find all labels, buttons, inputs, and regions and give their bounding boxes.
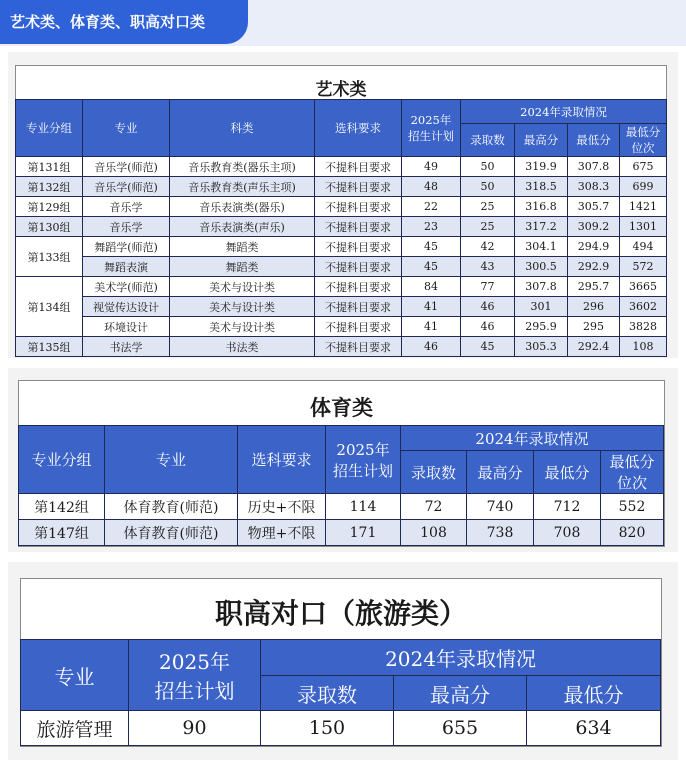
req-cell: 不提科目要求 xyxy=(315,197,402,217)
req-cell: 不提科目要求 xyxy=(315,177,402,197)
rank-cell: 572 xyxy=(620,257,667,277)
major-cell: 体育教育(师范) xyxy=(105,520,238,546)
min-cell: 292.9 xyxy=(568,257,620,277)
header-tab xyxy=(0,0,248,44)
sports-header-row xyxy=(19,426,664,451)
vocational-table xyxy=(20,639,661,746)
art-header-rank: 最低分 位次 xyxy=(620,124,667,157)
max-cell: 319.9 xyxy=(515,157,568,177)
plan-cell: 90 xyxy=(129,711,261,746)
art-header-row xyxy=(16,100,667,124)
major-cell: 书法学 xyxy=(83,337,170,357)
header-title: 艺术类、体育类、职高对口类 xyxy=(10,13,206,31)
max-cell: 317.2 xyxy=(515,217,568,237)
count-cell: 72 xyxy=(401,494,467,520)
plan-cell: 45 xyxy=(402,257,461,277)
rank-cell: 3665 xyxy=(620,277,667,297)
subject-cell: 音乐教育类(声乐主项) xyxy=(170,177,315,197)
max-cell: 316.8 xyxy=(515,197,568,217)
max-cell: 318.5 xyxy=(515,177,568,197)
art-header-min: 最低分 xyxy=(568,124,620,157)
rank-cell: 494 xyxy=(620,237,667,257)
table-row xyxy=(21,711,661,746)
vocational-header-adm2024: 2024年录取情况 xyxy=(261,640,661,676)
top-bar xyxy=(0,0,686,46)
max-cell: 738 xyxy=(467,520,534,546)
group-cell: 第129组 xyxy=(16,197,83,217)
req-cell: 不提科目要求 xyxy=(315,217,402,237)
table-row xyxy=(16,197,667,217)
table-row xyxy=(16,217,667,237)
art-header-subject: 科类 xyxy=(170,100,315,157)
min-cell: 708 xyxy=(534,520,601,546)
min-cell: 305.7 xyxy=(568,197,620,217)
rank-cell: 552 xyxy=(601,494,664,520)
major-cell: 环境设计 xyxy=(83,317,170,337)
art-header-adm2024: 2024年录取情况 xyxy=(461,100,667,124)
art-title: 艺术类 xyxy=(315,80,367,100)
plan-cell: 41 xyxy=(402,317,461,337)
subject-cell: 书法类 xyxy=(170,337,315,357)
count-cell: 42 xyxy=(461,237,515,257)
art-header-req: 选科要求 xyxy=(315,100,402,157)
sports-title: 体育类 xyxy=(310,395,373,420)
art-header-group: 专业分组 xyxy=(16,100,83,157)
sports-header-plan: 2025年 招生计划 xyxy=(326,426,401,494)
req-cell: 不提科目要求 xyxy=(315,257,402,277)
group-cell: 第131组 xyxy=(16,157,83,177)
major-cell: 体育教育(师范) xyxy=(105,494,238,520)
table-row xyxy=(16,157,667,177)
vocational-header-min: 最低分 xyxy=(527,676,661,711)
max-cell: 307.8 xyxy=(515,277,568,297)
plan-cell: 41 xyxy=(402,297,461,317)
group-cell: 第130组 xyxy=(16,217,83,237)
table-row xyxy=(16,257,667,277)
sports-header-major: 专业 xyxy=(105,426,238,494)
plan-cell: 48 xyxy=(402,177,461,197)
subject-cell: 音乐表演类(器乐) xyxy=(170,197,315,217)
subject-cell: 舞蹈类 xyxy=(170,257,315,277)
subject-cell: 舞蹈类 xyxy=(170,237,315,257)
req-cell: 不提科目要求 xyxy=(315,277,402,297)
table-row xyxy=(19,520,664,546)
count-cell: 25 xyxy=(461,197,515,217)
major-cell: 音乐学 xyxy=(83,217,170,237)
table-row xyxy=(16,237,667,257)
plan-cell: 22 xyxy=(402,197,461,217)
sports-header-req: 选科要求 xyxy=(238,426,326,494)
rank-cell: 1421 xyxy=(620,197,667,217)
plan-cell: 171 xyxy=(326,520,401,546)
art-table xyxy=(15,99,667,357)
plan-cell: 49 xyxy=(402,157,461,177)
major-cell: 美术学(师范) xyxy=(83,277,170,297)
subject-cell: 美术与设计类 xyxy=(170,297,315,317)
sports-header-min: 最低分 xyxy=(534,451,601,494)
plan-cell: 114 xyxy=(326,494,401,520)
plan-cell: 45 xyxy=(402,237,461,257)
req-cell: 不提科目要求 xyxy=(315,297,402,317)
major-cell: 旅游管理 xyxy=(21,711,129,746)
plan-cell: 46 xyxy=(402,337,461,357)
count-cell: 108 xyxy=(401,520,467,546)
sports-table xyxy=(18,425,664,546)
table-row xyxy=(19,494,664,520)
art-header-max: 最高分 xyxy=(515,124,568,157)
count-cell: 25 xyxy=(461,217,515,237)
group-cell: 第142组 xyxy=(19,494,105,520)
req-cell: 不提科目要求 xyxy=(315,317,402,337)
art-header-count: 录取数 xyxy=(461,124,515,157)
vocational-header-plan: 2025年 招生计划 xyxy=(129,640,261,711)
count-cell: 150 xyxy=(261,711,394,746)
vocational-header-max: 最高分 xyxy=(394,676,527,711)
vocational-header-row xyxy=(21,640,661,676)
min-cell: 309.2 xyxy=(568,217,620,237)
rank-cell: 3602 xyxy=(620,297,667,317)
min-cell: 308.3 xyxy=(568,177,620,197)
group-cell: 第133组 xyxy=(16,237,83,277)
rank-cell: 820 xyxy=(601,520,664,546)
max-cell: 655 xyxy=(394,711,527,746)
vocational-header-major: 专业 xyxy=(21,640,129,711)
req-cell: 不提科目要求 xyxy=(315,237,402,257)
group-cell: 第147组 xyxy=(19,520,105,546)
rank-cell: 699 xyxy=(620,177,667,197)
min-cell: 296 xyxy=(568,297,620,317)
major-cell: 舞蹈学(师范) xyxy=(83,237,170,257)
sports-header-max: 最高分 xyxy=(467,451,534,494)
group-cell: 第132组 xyxy=(16,177,83,197)
req-cell: 不提科目要求 xyxy=(315,157,402,177)
sports-header-group: 专业分组 xyxy=(19,426,105,494)
min-cell: 634 xyxy=(527,711,661,746)
table-row xyxy=(16,277,667,297)
count-cell: 50 xyxy=(461,177,515,197)
subject-cell: 美术与设计类 xyxy=(170,317,315,337)
min-cell: 295.7 xyxy=(568,277,620,297)
table-row xyxy=(16,177,667,197)
vocational-title: 职高对口（旅游类） xyxy=(214,597,467,630)
min-cell: 307.8 xyxy=(568,157,620,177)
table-row xyxy=(16,337,667,357)
table-row xyxy=(16,297,667,317)
subject-cell: 美术与设计类 xyxy=(170,277,315,297)
plan-cell: 23 xyxy=(402,217,461,237)
major-cell: 舞蹈表演 xyxy=(83,257,170,277)
major-cell: 视觉传达设计 xyxy=(83,297,170,317)
count-cell: 45 xyxy=(461,337,515,357)
vocational-header-count: 录取数 xyxy=(261,676,394,711)
major-cell: 音乐学(师范) xyxy=(83,177,170,197)
max-cell: 305.3 xyxy=(515,337,568,357)
rank-cell: 108 xyxy=(620,337,667,357)
count-cell: 43 xyxy=(461,257,515,277)
group-cell: 第134组 xyxy=(16,277,83,337)
rank-cell: 1301 xyxy=(620,217,667,237)
max-cell: 300.5 xyxy=(515,257,568,277)
max-cell: 295.9 xyxy=(515,317,568,337)
sports-header-rank: 最低分 位次 xyxy=(601,451,664,494)
max-cell: 740 xyxy=(467,494,534,520)
art-header-major: 专业 xyxy=(83,100,170,157)
subject-cell: 音乐教育类(器乐主项) xyxy=(170,157,315,177)
rank-cell: 675 xyxy=(620,157,667,177)
rank-cell: 3828 xyxy=(620,317,667,337)
major-cell: 音乐学(师范) xyxy=(83,157,170,177)
count-cell: 46 xyxy=(461,317,515,337)
group-cell: 第135组 xyxy=(16,337,83,357)
min-cell: 292.4 xyxy=(568,337,620,357)
req-cell: 不提科目要求 xyxy=(315,337,402,357)
major-cell: 音乐学 xyxy=(83,197,170,217)
count-cell: 77 xyxy=(461,277,515,297)
req-cell: 物理+不限 xyxy=(238,520,326,546)
min-cell: 712 xyxy=(534,494,601,520)
min-cell: 294.9 xyxy=(568,237,620,257)
min-cell: 295 xyxy=(568,317,620,337)
count-cell: 46 xyxy=(461,297,515,317)
art-header-plan: 2025年 招生计划 xyxy=(402,100,461,157)
sports-header-count: 录取数 xyxy=(401,451,467,494)
plan-cell: 84 xyxy=(402,277,461,297)
max-cell: 304.1 xyxy=(515,237,568,257)
sports-header-adm2024: 2024年录取情况 xyxy=(401,426,664,451)
req-cell: 历史+不限 xyxy=(238,494,326,520)
count-cell: 50 xyxy=(461,157,515,177)
subject-cell: 音乐表演类(声乐) xyxy=(170,217,315,237)
max-cell: 301 xyxy=(515,297,568,317)
table-row xyxy=(16,317,667,337)
